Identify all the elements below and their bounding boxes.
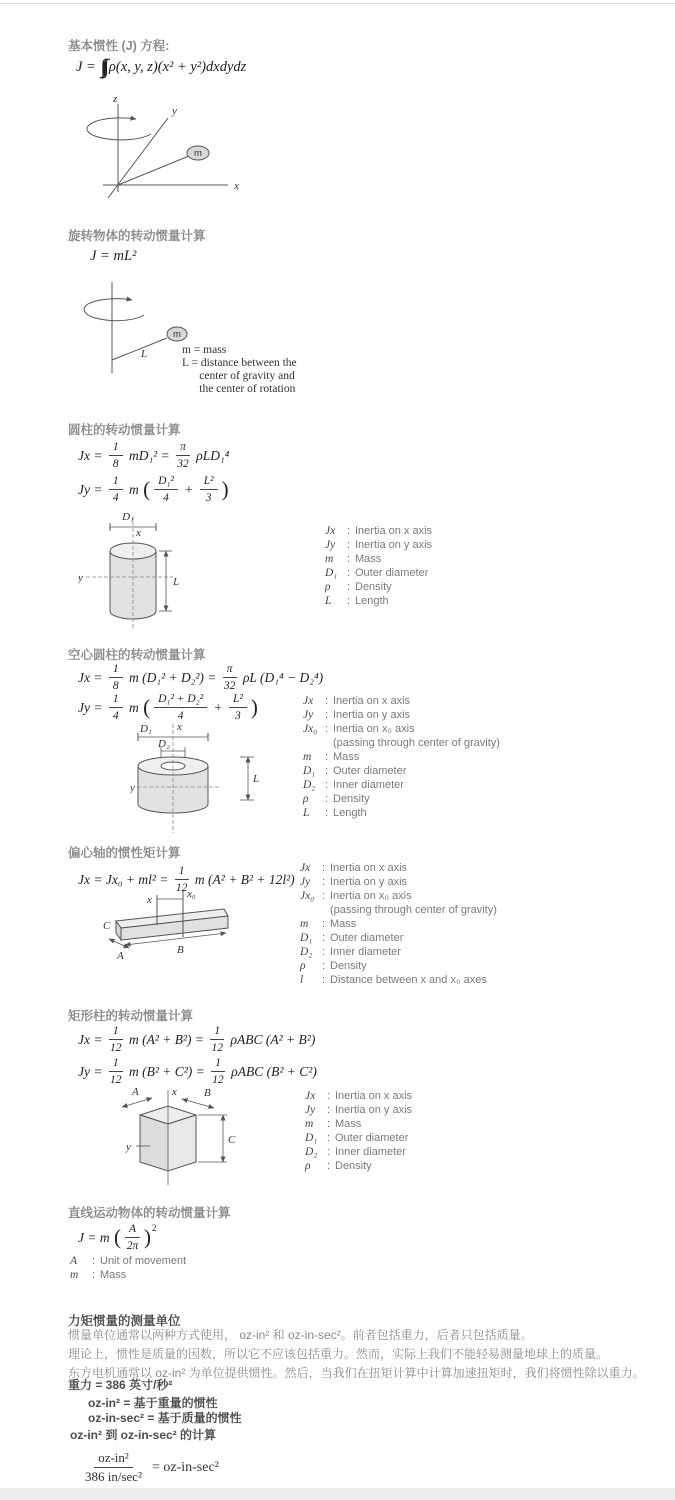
gravity-value-line: 重力 = 386 英寸/秒² bbox=[68, 1378, 173, 1392]
conversion-title: oz-in² 到 oz-in-sec² 的计算 bbox=[70, 1428, 216, 1442]
top-divider bbox=[0, 3, 675, 4]
hollow-cylinder-diagram bbox=[130, 720, 270, 838]
bottom-divider bbox=[0, 1488, 675, 1500]
y-axis-label: y bbox=[130, 782, 135, 794]
axis-label-x: x bbox=[234, 180, 239, 192]
x0-axis-label: x₀ bbox=[187, 888, 196, 900]
formula-rect-jy: Jy = $\frac{1}{12}$ m (B² + C²) = $\frac{1}{12}$ ρABC (B² + C²) bbox=[78, 1057, 317, 1087]
b-label: B bbox=[177, 944, 184, 956]
formula-basic-inertia: J = ∫∫∫ ρ(x, y, z)(x² + y²)dxdydz bbox=[76, 56, 247, 78]
formula-eccentric: Jx = Jx₀ + ml² = $\frac{1}{12}$ m (A² + B² + 12l²) bbox=[78, 865, 295, 895]
x-axis-label: x bbox=[177, 721, 182, 733]
section-header-hollow-cylinder: 空心圆柱的转动惯量计算 bbox=[68, 648, 206, 662]
formula-rotating-body: J = mL² bbox=[90, 248, 137, 264]
formula-hollow-jy: Jy = $\frac{1}{4}$ m ( $\frac{\text{D₁² + D₂²}}{4}$ + $\frac{\text{L²}}{3}$ ) bbox=[78, 693, 258, 723]
box-left-face bbox=[140, 1115, 168, 1171]
section-header-eccentric-axis: 偏心轴的惯性矩计算 bbox=[68, 846, 181, 860]
x-axis-label: x bbox=[136, 527, 141, 539]
x-axis-label: x bbox=[172, 1086, 177, 1098]
rotation-arrow bbox=[87, 118, 151, 140]
c-label: C bbox=[228, 1134, 236, 1146]
a-dimension-arrow bbox=[122, 1098, 152, 1107]
cylinder-legend: Jx : Inertia on x axis Jy : Inertia on y axis m : Mass D₁ : Outer diameter ρ : Density L : Length bbox=[325, 525, 433, 607]
b-label: B bbox=[204, 1087, 211, 1099]
units-paragraphs: 惯量单位通常以两种方式使用， oz-in² 和 oz-in-sec²。前者包括重力，后者只包括质量。 理论上，惯性是质量的因数，所以它不应该包括重力。然而，实际上我们不能轻易测量地球上的质量。 东方电机通常以 oz-in² 为单位提供惯性。然后，当我们在扭矩计算中计算加速扭矩时，我们将惯性除以重力。 bbox=[68, 1328, 645, 1380]
axis-label-z: z bbox=[113, 93, 118, 105]
length-label: L bbox=[253, 773, 260, 785]
c-label: C bbox=[103, 920, 111, 932]
rotating-body-notes: m = mass L = distance between the center of gravity and the center of rotation bbox=[182, 344, 297, 395]
cylinder-top bbox=[110, 543, 156, 559]
box-right-face bbox=[168, 1115, 196, 1171]
b-dimension-arrow bbox=[182, 1099, 214, 1108]
mass-label: m bbox=[173, 329, 181, 340]
d1-label: D₁ bbox=[140, 723, 152, 735]
formula-hollow-jx: Jx = $\frac{1}{8}$ m (D₁² + D₂²) = $\frac{\pi}{32}$ ρL (D₁⁴ − D₂⁴) bbox=[78, 663, 324, 693]
length-label: L bbox=[173, 576, 180, 588]
formula-cylinder-jy: Jy = $\frac{1}{4}$ m ( $\frac{\text{D₁²}}{4}$ + $\frac{\text{L²}}{3}$ ) bbox=[78, 475, 229, 505]
hollow-cylinder-legend: Jx : Inertia on x axis Jy : Inertia on y axis Jx₀ : Inertia on x₀ axis (passing through center of gravity) m : Mass D₁ : Outer diameter D₂ : Inner diameter ρ : Density L : Length bbox=[303, 695, 500, 819]
basic-inertia-axes-diagram bbox=[68, 92, 298, 210]
a-dimension-arrow bbox=[109, 939, 129, 948]
section-header-units: 力矩惯量的测量单位 bbox=[68, 1314, 181, 1328]
rect-pillar-legend: Jx : Inertia on x axis Jy : Inertia on y axis m : Mass D₁ : Outer diameter D₂ : Inner diameter ρ : Density bbox=[305, 1090, 413, 1172]
unit-definitions: oz-in² = 基于重量的惯性 oz-in-sec² = 基于质量的惯性 bbox=[88, 1396, 242, 1425]
section-header-rect-pillar: 矩形柱的转动惯量计算 bbox=[68, 1009, 194, 1023]
a-label: A bbox=[117, 950, 124, 962]
section-header-cylinder: 圆柱的转动惯量计算 bbox=[68, 423, 181, 437]
y-axis-line bbox=[108, 118, 168, 198]
length-label: L bbox=[141, 348, 148, 360]
d1-label: D₁ bbox=[122, 511, 134, 523]
axis-label-y: y bbox=[172, 105, 177, 117]
section-header-linear-motion: 直线运动物体的转动惯量计算 bbox=[68, 1206, 231, 1220]
section-header-rotating-body: 旋转物体的转动惯量计算 bbox=[68, 229, 206, 243]
linear-legend: A : Unit of movement m : Mass bbox=[70, 1255, 187, 1281]
formula-rect-jx: Jx = $\frac{1}{12}$ m (A² + B²) = $\frac{1}{12}$ ρABC (A² + B²) bbox=[78, 1025, 316, 1055]
eccentric-legend: Jx : Inertia on x axis Jy : Inertia on y axis Jx₀ : Inertia on x₀ axis (passing through center of gravity) m : Mass D₁ : Outer diameter D₂ : Inner diameter ρ : Density l : Distance between x and x₀ axes bbox=[300, 862, 497, 986]
cylinder-diagram bbox=[78, 508, 293, 638]
radius-line bbox=[112, 338, 167, 360]
section-header-basic-inertia: 基本惯性 (J) 方程: bbox=[68, 39, 170, 53]
formula-linear: J = m ( $\frac{A}{2\pi}$ ) $^2$ bbox=[78, 1223, 157, 1253]
x-axis-label: x bbox=[147, 894, 152, 906]
y-axis-label: y bbox=[78, 572, 83, 584]
a-label: A bbox=[132, 1086, 139, 1098]
rotation-arrow bbox=[84, 299, 144, 321]
d2-label: D₂ bbox=[158, 738, 170, 750]
formula-cylinder-jx: Jx = $\frac{1}{8}$ mD₁² = $\frac{\pi}{32}$ ρLD₁⁴ bbox=[78, 441, 230, 471]
mass-label: m bbox=[194, 148, 202, 159]
y-axis-label: y bbox=[126, 1141, 131, 1153]
conversion-formula: $\frac{\text{oz-in²}}{\text{386 in/sec²}}$ = oz-in-sec² bbox=[85, 1450, 219, 1485]
